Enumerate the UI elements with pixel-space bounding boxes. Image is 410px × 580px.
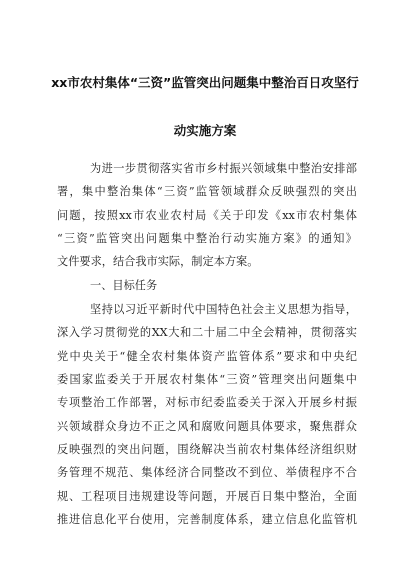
document-title-line-2: 动实施方案 bbox=[173, 123, 237, 138]
paragraph-line: 为进一步贯彻落实省市乡村振兴领域集中整治安排部 bbox=[90, 162, 357, 175]
paragraph-line: 务管理不规范、集体经济合同整改不到位、举债程序不合 bbox=[57, 466, 357, 480]
intro-paragraph bbox=[57, 157, 357, 274]
paragraph-line: 坚持以习近平新时代中国特色社会主义思想为指导， bbox=[90, 303, 357, 316]
paragraph-line: 推进信息化平台使用，完善制度体系，建立信息化监管机 bbox=[57, 513, 357, 527]
paragraph-line: 反映强烈的突出问题，围绕解决当前农村集体经济组织财 bbox=[57, 443, 357, 457]
paragraph-line: “三资”监管突出问题集中整治行动实施方案》的通知》 bbox=[57, 232, 357, 246]
paragraph-line: 专项整治工作部署，对标市纪委监委关于深入开展乡村振 bbox=[57, 396, 357, 410]
paragraph-line: 党中央关于“健全农村集体资产监管体系”要求和中央纪 bbox=[57, 349, 357, 363]
section-heading: 一、目标任务 bbox=[90, 279, 158, 292]
document-title-line-1: xx市农村集体“三资”监管突出问题集中整治百日攻坚行 bbox=[51, 75, 359, 90]
objectives-paragraph bbox=[57, 298, 357, 531]
paragraph-line: 问题，按照xx市农业农村局《关于印发《xx市农村集体 bbox=[57, 208, 357, 222]
paragraph-line: 署，集中整治集体“三资”监管领域群众反映强烈的突出 bbox=[57, 185, 357, 199]
paragraph-line: 委国家监委关于开展农村集体“三资”管理突出问题集中 bbox=[57, 373, 357, 387]
paragraph-line: 深入学习贯彻党的XX大和二十届二中全会精神，贯彻落实 bbox=[57, 326, 357, 340]
paragraph-line: 规、工程项目违规建设等问题，开展百日集中整治，全面 bbox=[57, 489, 357, 503]
paragraph-line: 文件要求，结合我市实际，制定本方案。 bbox=[57, 255, 259, 269]
paragraph-line: 兴领域群众身边不正之风和腐败问题具体要求，聚焦群众 bbox=[57, 419, 357, 433]
